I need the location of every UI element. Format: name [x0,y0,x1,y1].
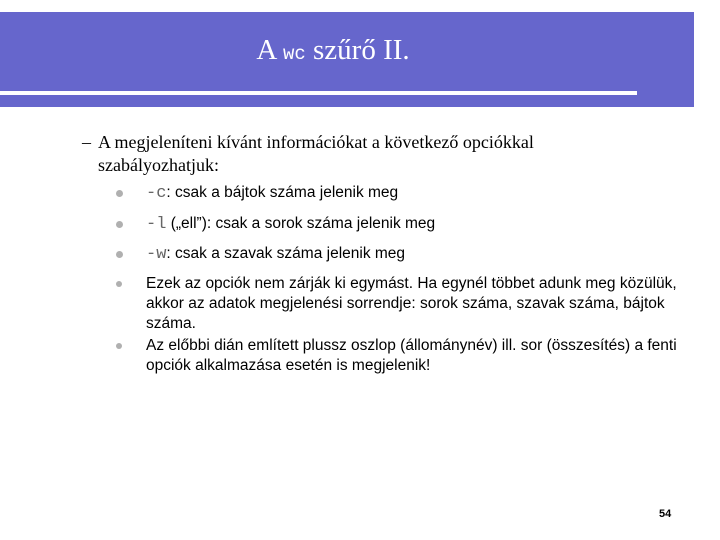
option-code: -l [146,215,167,234]
banner-divider [0,91,637,95]
option-desc: („ell”): csak a sorok száma jelenik meg [166,215,436,232]
intro-text: A megjeleníteni kívánt információkat a következő opciókkal szabályozhatjuk: [98,132,534,175]
list-item-order-note [112,274,702,334]
slide-title [0,30,666,74]
list-item-extra-note [112,336,702,376]
bullet-dot-icon [116,281,122,287]
bullet-dot-icon [116,221,123,228]
title-command: wc [282,43,306,65]
option-code: -c [146,184,167,203]
note-text: Ezek az opciók nem zárják ki egymást. Ha egynél többet adunk meg közülük, akkor az adatok megjelenési sorrendje: sorok száma, szavak száma, bájtok száma. [146,275,677,332]
dash-bullet-icon: – [82,132,91,152]
page-number: 54 [659,508,672,520]
list-item-option-w [112,244,702,265]
title-suffix: szűrő II. [313,34,410,66]
bullet-dot-icon [116,343,122,349]
list-item-option-l [112,214,702,235]
option-list [112,183,702,376]
bullet-dot-icon [116,190,123,197]
bullet-dot-icon [116,251,123,258]
note-text: Az előbbi dián említett plussz oszlop (állománynév) ill. sor (összesítés) a fenti opciók alkalmazása esetén is megjelenik! [146,337,677,374]
intro-item [82,131,652,177]
list-item-option-c [112,183,702,204]
title-prefix: A [256,34,276,66]
option-desc: : csak a szavak száma jelenik meg [166,245,406,262]
option-desc: : csak a bájtok száma jelenik meg [166,184,399,201]
option-code: -w [146,245,167,264]
